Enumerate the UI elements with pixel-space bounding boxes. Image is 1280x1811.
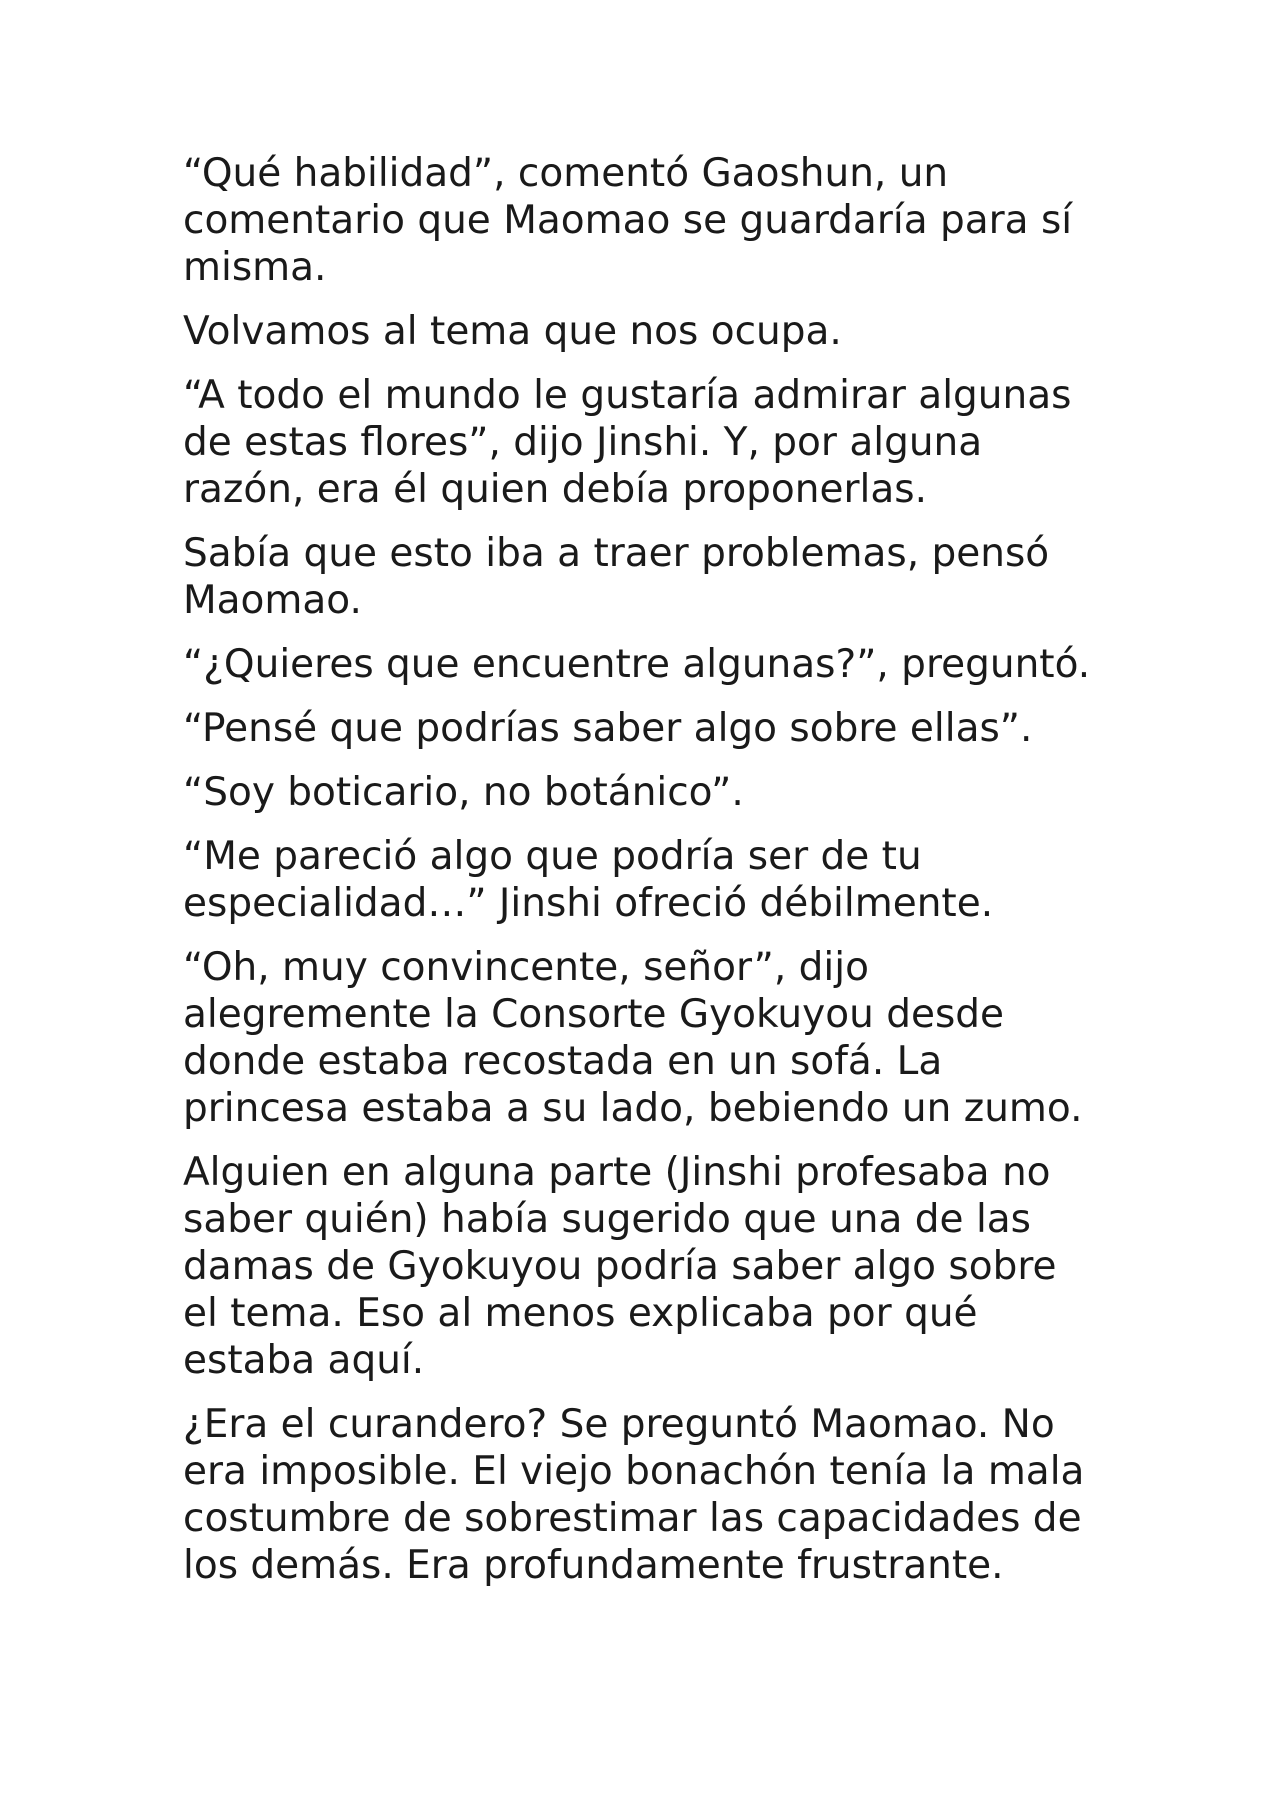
paragraph-8: “Me pareció algo que podría ser de tu especialidad…” Jinshi ofreció débilmente.	[183, 834, 994, 926]
paragraph-10: Alguien en alguna parte (Jinshi profesaba no saber quién) había sugerido que una de las damas de Gyokuyou podría saber algo sobre el tema. Eso al menos explicaba por qué estaba aquí.	[183, 1150, 1057, 1383]
paragraph-2: Volvamos al tema que nos ocupa.	[183, 309, 842, 354]
paragraph-11: ¿Era el curandero? Se preguntó Maomao. No era imposible. El viejo bonachón tenía la mala costumbre de sobrestimar las capacidades de los demás. Era profundamente frustrante.	[183, 1402, 1085, 1588]
paragraph-3: “A todo el mundo le gustaría admirar algunas de estas flores”, dijo Jinshi. Y, por alguna razón, era él quien debía proponerlas.	[183, 373, 1072, 512]
paragraph-7: “Soy boticario, no botánico”.	[183, 770, 744, 815]
paragraph-1: “Qué habilidad”, comentó Gaoshun, un comentario que Maomao se guardaría para sí misma.	[183, 151, 1073, 290]
paragraph-9: “Oh, muy convincente, señor”, dijo alegremente la Consorte Gyokuyou desde donde estaba recostada en un sofá. La princesa estaba a su lado, bebiendo un zumo.	[183, 945, 1083, 1131]
paragraph-5: “¿Quieres que encuentre algunas?”, preguntó.	[183, 642, 1091, 687]
paragraph-6: “Pensé que podrías saber algo sobre ellas”.	[183, 706, 1033, 751]
body-text	[183, 150, 1103, 1606]
paragraph-4: Sabía que esto iba a traer problemas, pensó Maomao.	[183, 531, 1050, 623]
